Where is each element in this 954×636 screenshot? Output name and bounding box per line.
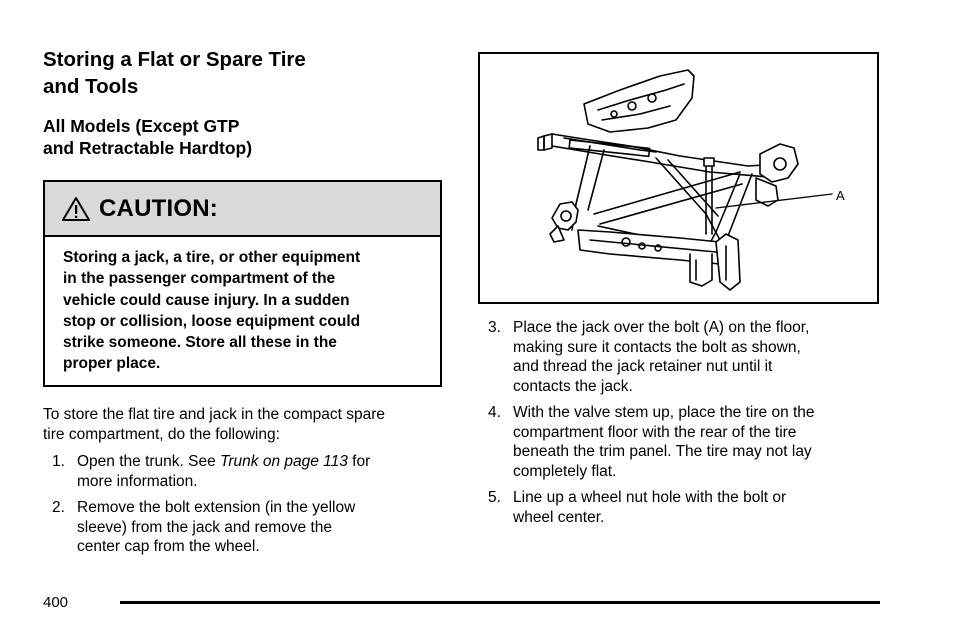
- intro-line: tire compartment, do the following:: [43, 425, 280, 443]
- step-number: 5.: [488, 489, 501, 506]
- caution-line: stop or collision, loose equipment could: [63, 312, 361, 330]
- caution-header: [45, 182, 440, 237]
- footer-rule: [120, 601, 880, 604]
- caution-line: in the passenger compartment of the: [63, 270, 336, 288]
- step-text: center cap from the wheel.: [77, 538, 260, 555]
- caution-box: [43, 180, 442, 387]
- caution-line: vehicle could cause injury. In a sudden: [63, 291, 350, 309]
- step-text: and thread the jack retainer nut until it: [513, 358, 773, 375]
- step-text: With the valve stem up, place the tire on the: [513, 404, 815, 421]
- step-number: 2.: [52, 499, 65, 516]
- figure-callout-label: A: [836, 188, 845, 203]
- step-number: 3.: [488, 319, 501, 336]
- step-4: [488, 403, 888, 483]
- step-number: 4.: [488, 404, 501, 421]
- step-1: [52, 452, 452, 492]
- page-number: 400: [43, 594, 69, 611]
- step-text: Remove the bolt extension (in the yellow: [77, 499, 356, 516]
- step-text: Open the trunk. See: [77, 453, 221, 470]
- section-title-line2: and Tools: [43, 75, 139, 98]
- step-text: more information.: [77, 472, 198, 490]
- intro-line: To store the flat tire and jack in the compact spare: [43, 406, 386, 423]
- step-number: 1.: [52, 453, 65, 470]
- step-2: [52, 498, 452, 558]
- scissor-jack-illustration: [480, 54, 877, 302]
- warning-triangle-icon: [61, 196, 91, 222]
- section-subtitle: [43, 115, 423, 159]
- step-text: sleeve) from the jack and remove the: [77, 518, 333, 536]
- section-subtitle-line2: and Retractable Hardtop): [43, 138, 253, 158]
- caution-line: strike someone. Store all these in the: [63, 334, 337, 352]
- step-text: for: [347, 453, 371, 470]
- caution-line: proper place.: [63, 355, 161, 373]
- intro-paragraph: [43, 405, 448, 444]
- section-title-line1: Storing a Flat or Spare Tire: [43, 48, 306, 71]
- caution-text: [45, 237, 440, 375]
- step-text: wheel center.: [513, 508, 605, 526]
- step-text: compartment floor with the rear of the tire: [513, 423, 797, 441]
- caution-title: CAUTION:: [99, 194, 218, 222]
- cross-reference-link[interactable]: Trunk on page 113: [220, 453, 348, 470]
- step-text: beneath the trim panel. The tire may not lay: [513, 443, 812, 460]
- section-title: [43, 46, 423, 100]
- step-3: [488, 318, 888, 398]
- step-5: [488, 488, 888, 528]
- step-text: Place the jack over the bolt (A) on the floor,: [513, 319, 810, 336]
- step-text: completely flat.: [513, 462, 617, 480]
- section-subtitle-line1: All Models (Except GTP: [43, 116, 240, 136]
- step-text: Line up a wheel nut hole with the bolt or: [513, 489, 787, 506]
- caution-line: Storing a jack, a tire, or other equipment: [63, 249, 361, 266]
- step-text: making sure it contacts the bolt as shown,: [513, 338, 801, 356]
- jack-figure: [478, 52, 879, 304]
- step-text: contacts the jack.: [513, 377, 633, 395]
